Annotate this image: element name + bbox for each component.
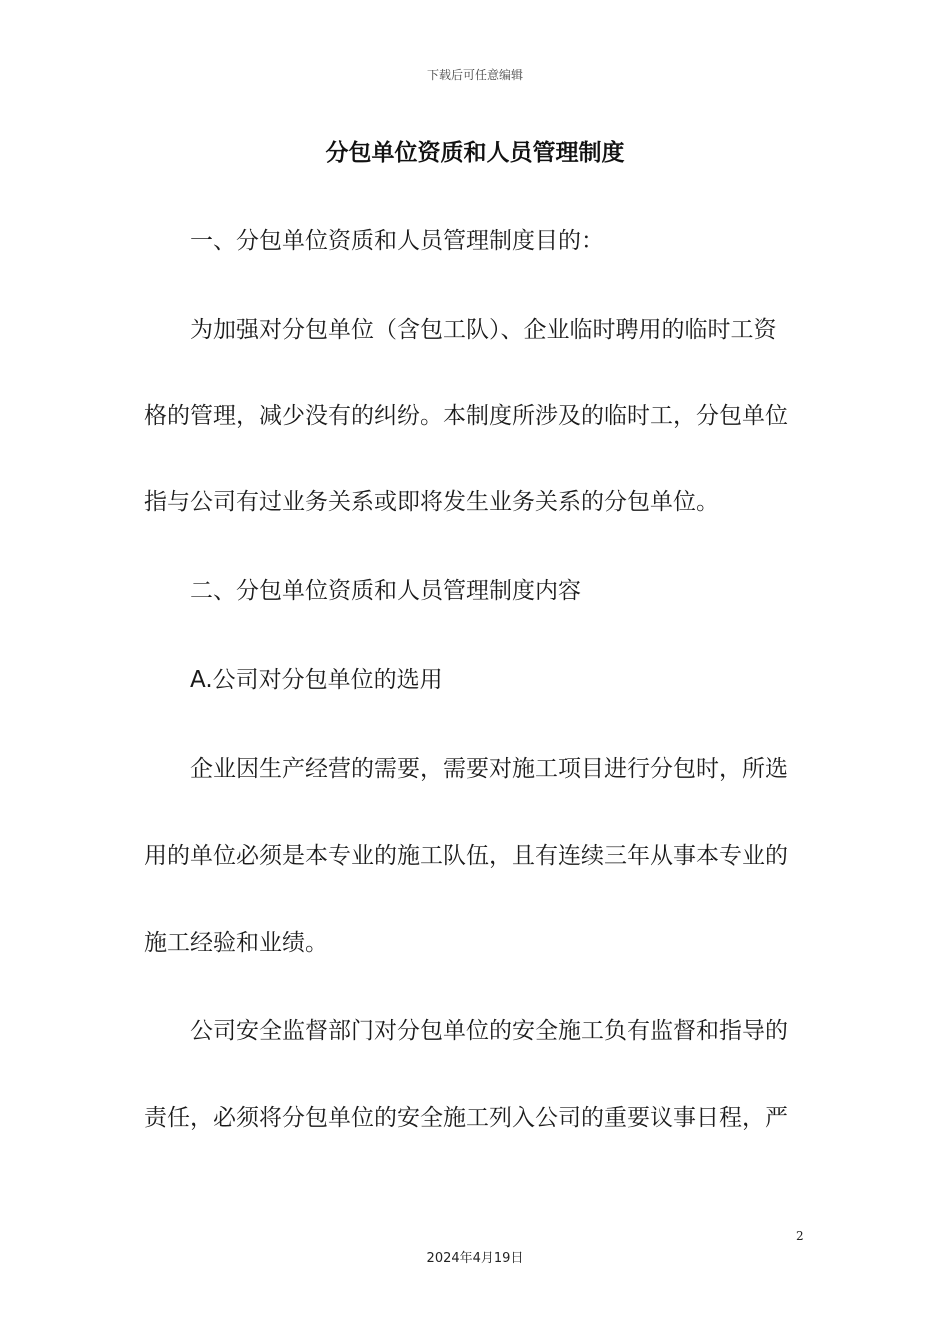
section-heading-purpose: 一、分包单位资质和人员管理制度目的： xyxy=(190,228,604,254)
section-heading-content: 二、分包单位资质和人员管理制度内容 xyxy=(190,578,581,604)
paragraph-line: 施工经验和业绩。 xyxy=(144,930,328,956)
paragraph-line: 公司安全监督部门对分包单位的安全施工负有监督和指导的 xyxy=(190,1018,788,1044)
page-number: 2 xyxy=(796,1229,804,1243)
subsection-heading: A.公司对分包单位的选用 xyxy=(190,667,443,693)
paragraph-line: 为加强对分包单位（含包工队）、企业临时聘用的临时工资 xyxy=(190,317,777,343)
paragraph-line: 企业因生产经营的需要，需要对施工项目进行分包时，所选 xyxy=(190,756,788,782)
paragraph-line: 用的单位必须是本专业的施工队伍，且有连续三年从事本专业的 xyxy=(144,843,788,869)
paragraph-line: 责任，必须将分包单位的安全施工列入公司的重要议事日程，严 xyxy=(144,1105,788,1131)
page-header: 下载后可任意编辑 xyxy=(426,68,523,82)
paragraph-line: 指与公司有过业务关系或即将发生业务关系的分包单位。 xyxy=(144,489,719,515)
paragraph-line: 格的管理，减少没有的纠纷。本制度所涉及的临时工，分包单位 xyxy=(144,403,788,429)
document-title: 分包单位资质和人员管理制度 xyxy=(325,140,625,166)
footer-date: 2024年4月19日 xyxy=(426,1251,524,1266)
